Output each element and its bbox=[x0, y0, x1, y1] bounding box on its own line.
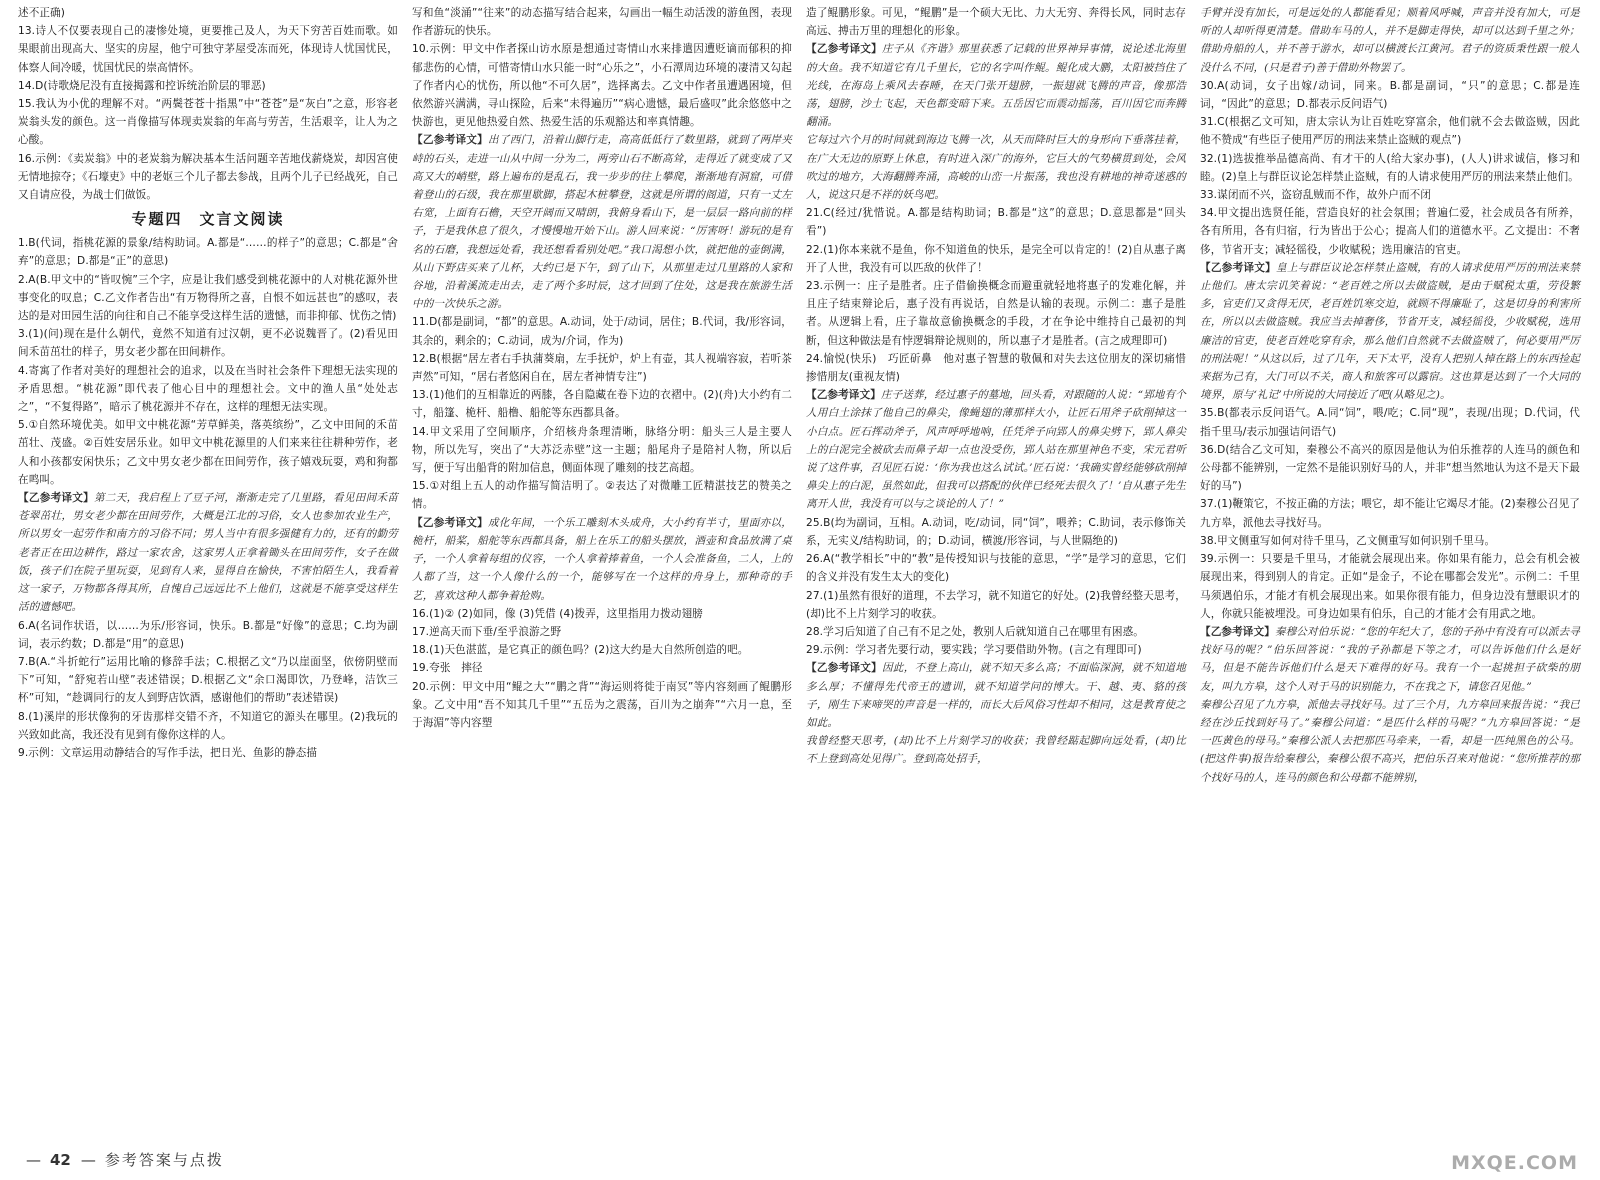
section-title: 专题四 文言文阅读 bbox=[131, 210, 285, 229]
translation-paragraph bbox=[412, 514, 792, 605]
paragraph-text: 24.愉悦(快乐) 巧匠斫鼻 他对惠子智慧的敬佩和对失去这位朋友的深切痛惜 掺惜朋友(重视友情) bbox=[806, 352, 1197, 384]
answer-item bbox=[806, 350, 1197, 386]
page-footer bbox=[26, 1149, 224, 1170]
paragraph-text: 9.示例：文章运用动静结合的写作手法，把日光、鱼影的静态描 bbox=[18, 746, 318, 759]
answer-item bbox=[412, 4, 792, 40]
paragraph-text: 22.(1)你本来就不是鱼，你不知道鱼的快乐，是完全可以肯定的！(2)自从惠子离开了人世，我没有可以匹敌的伙伴了！ bbox=[806, 243, 1186, 274]
answer-item bbox=[806, 587, 1186, 623]
translation-tag: 【乙参考译文】 bbox=[1200, 625, 1275, 638]
paragraph-text: 写和鱼“淡涌”“往来”的动态描写结合起来，勾画出一幅生动活泼的游鱼图，表现作者游玩的快乐。 bbox=[412, 7, 792, 38]
watermark-logo: MXQE.COM bbox=[1451, 1152, 1578, 1174]
paragraph-text: 32.(1)选拔推举品德高尚、有才干的人(给大家办事)，(人人)讲求诚信，修习和睦。(2)皇上与群臣议论怎样禁止盗贼，有的人请求使用严厉的刑法来禁止他们。 bbox=[1200, 152, 1580, 183]
paragraph-text: 我曾经整天思考，(却)比不上片刻学习的收获；我曾经踮起脚向远处看，(却)比不上登到高处见得广。登到高处招手， bbox=[806, 735, 1186, 766]
translation-paragraph bbox=[806, 131, 1186, 204]
paragraph-text: 出了西门，沿着山脚行走，高高低低行了数里路，就到了两岸夹峙的石头，走进一山从中间一分为二，两旁山石不断高耸，走得近了就变成了又高又大的峭壁，路上遍布的是乱石，我一步步的往上攀爬，渐渐地有洞窟，可借着登山的石级，我在那里歇脚，搭起木桩攀登，这就是所谓的阁道，只有一丈左右宽，上面有石檐，天空开阔而又晴朗，我俯身看山下，是一层层一路向前的样子，于是我休息了很久，才慢慢地开始下山。游人回来说：“厉害呀！游玩的是有名的石磨，我想远处看，我还想看看别处吧。”我口渴想小饮，就把他的壶倒满，从山下野店买来了儿杯，大约已是下午，到了山下，从那里走过几里路的人家和谷地，沿着溪流走出去，走了两个多时辰，这才回到了住处，这是我在旅游生活中的一次快乐之游。 bbox=[412, 134, 792, 311]
answer-item bbox=[18, 653, 398, 708]
answer-item bbox=[1200, 495, 1580, 531]
answer-item bbox=[806, 204, 1186, 240]
answer-item bbox=[412, 40, 792, 131]
paragraph-text: 34.甲文提出选贤任能，营造良好的社会氛围；普遍仁爱，社会成员各有所养，各有所用，各有归宿，行为皆出于公心；提高人们的道德水平。乙文提出：不奢侈，节省开支；减轻徭役，少收赋税；选用廉洁的官吏。 bbox=[1200, 207, 1580, 256]
paragraph-text: 28.学习后知道了自己有不足之处，教别人后就知道自己在哪里有困惑。 bbox=[806, 625, 1144, 638]
paragraph-text: 5.①自然环境优美。如甲文中桃花源“芳草鲜美，落英缤纷”，乙文中田间的禾苗茁壮、茂盛。②百姓安居乐业。如甲文中桃花源里的人们来来往往耕种劳作，老人和小孩都安闲快乐；乙文中男女老少都在田间劳作，孩子嬉戏玩耍，鸡和狗都在鸣叫。 bbox=[18, 419, 398, 486]
answer-item bbox=[806, 241, 1186, 277]
translation-paragraph bbox=[806, 386, 1186, 513]
paragraph-text: 2.A(B.甲文中的“皆叹惋”三个字，应是让我们感受到桃花源中的人对桃花源外世事变化的叹息；C.乙文作者告出“有万物得所之喜，自恨不如远甚也”的感叹，表达的是对田园生活的向往和自己不能享受这样生活的遗憾，而非抑郁、忧伤之情) bbox=[18, 273, 398, 323]
translation-tag: 【乙参考译文】 bbox=[806, 389, 881, 402]
paragraph-text: 14.甲文采用了空间顺序，介绍核舟条理清晰，脉络分明：船头三人是主要人物，所以先写，突出了“大苏泛赤壁”这一主题；船尾舟子是陪衬人物，所以后写，便于写出船背的附加信息，侧面体现了雕刻的技艺高超。 bbox=[412, 425, 792, 475]
paragraph-text: 20.示例：甲文中用“鲲之大”“鹏之背”“海运则将徙于南冥”等内容刻画了鲲鹏形象。乙文中用“吾不知其几千里”“五岳为之震荡，百川为之崩奔”“六月一息，至于海湄”等内容塑 bbox=[412, 680, 792, 729]
paragraph-text: 16.示例：《卖炭翁》中的老炭翁为解决基本生活问题辛苦地伐薪烧炭，却因宫使无情地掠夺；《石壕吏》中的老妪三个儿子都去参战，且两个儿子已经战死，自己又自请应役，为战士们做饭。 bbox=[18, 152, 398, 202]
paragraph-text: 13.(1)他们的互相靠近的两膝，各自隐藏在卷下边的衣褶中。(2)(舟)大小约有二寸，船篷、桅杆、船橹、船舵等东西都具备。 bbox=[412, 389, 792, 420]
paragraph-text: 39.示例一：只要是千里马，才能就会展现出来。你如果有能力，总会有机会被展现出来，得到别人的肯定。正如“是金子，不论在哪都会发光”。示例二：千里马须遇伯乐，才能才有机会展现出来。如果你很有能力，但身边没有慧眼识才的人，你就只能被埋没。可身边如果有伯乐，自己的才能才会有用武之地。 bbox=[1200, 553, 1580, 620]
paragraph-text: 它每过六个月的时间就到海边飞腾一次，从天而降时巨大的身形向下垂落挂着，在广大无边的原野上休息，有时进入深广的海外，它巨大的气势横贯到处，会风吹过的地方，大海翻腾奔涌，高峻的山峦一片振荡，我也没有耕地的神奇迷惑的人，说这只是不祥的妖鸟吧。 bbox=[806, 134, 1186, 202]
answer-item bbox=[412, 641, 792, 659]
answer-item bbox=[18, 708, 398, 744]
paragraph-text: 27.(1)虽然有很好的道理，不去学习，就不知道它的好处。(2)我曾经整天思考，(却)比不上片刻学习的收获。 bbox=[806, 589, 1186, 620]
answer-item bbox=[1200, 204, 1580, 259]
answer-item bbox=[412, 605, 792, 623]
answer-item bbox=[806, 550, 1186, 586]
text-columns bbox=[18, 4, 1580, 1136]
translation-tag: 【乙参考译文】 bbox=[412, 516, 489, 529]
translation-paragraph bbox=[412, 131, 792, 313]
footer-label: 参考答案与点拨 bbox=[104, 1151, 224, 1169]
paragraph-text: 14.D(诗歌烧尼没有直接揭露和控诉统治阶层的罪恶) bbox=[18, 79, 266, 92]
paragraph-text: 16.(1)② (2)如同，像 (3)凭借 (4)拨弄，这里指用力拨动翅膀 bbox=[412, 607, 703, 620]
answer-item bbox=[1200, 77, 1580, 113]
paragraph-text: 皇上与群臣议论怎样禁止盗贼，有的人请求使用严厉的刑法来禁止他们。唐太宗讥笑着说：“老百姓之所以去做盗贼，是由于赋税太重，劳役繁多，官吏们又贪得无厌，老百姓饥寒交迫，就顾不得廉耻了，这是切身的利害所在，所以以去做盗贼。我应当去掉奢侈，节省开支，减轻徭役，少收赋税，选用廉洁的官吏，使老百姓吃穿有余，那么他们自然就不去做盗贼了，何必要用严厉的刑法呢！”从这以后，过了几年，天下太平，没有人把别人掉在路上的东西捡起来据为己有，大门可以不关，商人和旅客可以露宿。这也算是达到了一个大同的境界，原与‘礼记’中所说的大同接近了吧(从略见之)。 bbox=[1200, 261, 1580, 402]
answer-item bbox=[1200, 113, 1580, 149]
paragraph-text: 12.B(根据“居左者右手执蒲葵扇，左手抚炉，炉上有壶，其人视端容寂，若听茶声然”可知，“居右者悠闲自在，居左者神情专注”) bbox=[412, 352, 792, 384]
paragraph-text: 10.示例：甲文中作者探山访水原是想通过寄情山水来排遣因遭贬谪而郁积的抑郁悲伤的心情，可惜寄情山水只能一时“心乐之”，小石潭周边环境的凄清又勾起了作者内心的忧伤，所以他“不可久居”，选择离去。乙文中作者虽遭遇困境，但依然游兴满满，寻山探险，后来“未得遍历”“病心遗憾，最后盛叹”此余悠悠中之快游也，更见他热爱自然、热爱生活的乐观豁达和率真情趣。 bbox=[412, 43, 792, 129]
paragraph-text: 庄子从《齐谐》那里获悉了记载的世界神异事情，说论述北海里的大鱼。我不知道它有几千里长，它的名字叫作鲲。鲲化成大鹏，太阳被挡住了光线，在海岛上乘风去春睡，在天门张开翅膀，一振翅就飞腾的声音，像那浩荡，翅膀，沙土飞起，天色都变暗下来。五岳因它而震动摇荡，百川因它而奔腾翻涌。 bbox=[806, 43, 1186, 129]
translation-tag: 【乙参考译文】 bbox=[1200, 261, 1277, 274]
answer-item bbox=[1200, 550, 1580, 623]
translation-paragraph bbox=[806, 40, 1186, 131]
column-4 bbox=[1200, 4, 1580, 1136]
translation-tag: 【乙参考译文】 bbox=[806, 662, 883, 675]
translation-paragraph bbox=[1200, 696, 1580, 787]
paragraph-text: 33.谋闭而不兴，盗窃乱贼而不作，故外户而不闭 bbox=[1200, 189, 1432, 202]
paragraph-text: 36.D(结合乙文可知，秦穆公不高兴的原因是他认为伯乐推荐的人连马的颜色和公母都不能辨别，一定然不是能识别好马的人，并非“想当然地认为这不是天下最好的马”) bbox=[1200, 443, 1580, 493]
paragraph-text: 13.诗人不仅要表现自己的凄惨处境，更要推己及人，为天下穷苦百姓而歌。如果眼前出现高大、坚实的房屋，他宁可独守茅屋受冻而死，体现诗人忧国忧民，体察人间冷暖，忧国忧民的崇高情怀。 bbox=[18, 25, 398, 74]
answer-item bbox=[412, 678, 792, 733]
paragraph-text: 3.(1)(问)现在是什么朝代，竟然不知道有过汉朝，更不必说魏晋了。(2)看见田间禾苗茁壮的样子，男女老少都在田间耕作。 bbox=[18, 328, 398, 359]
answer-item bbox=[18, 95, 398, 150]
answer-item bbox=[412, 659, 792, 677]
paragraph-text: 37.(1)鞭策它，不按正确的方法；喂它，却不能让它竭尽才能。(2)秦穆公召见了九方皋，派他去寻找好马。 bbox=[1200, 498, 1580, 529]
paragraph-text: 秦穆公召见了九方皋，派他去寻找好马。过了三个月，九方皋回来报告说：“我已经在沙丘找到好马了。”秦穆公问道：“是匹什么样的马呢？”九方皋回答说：“是一匹黄色的母马。”秦穆公派人去把那匹马牵来，一看，却是一匹纯黑色的公马。(把这件事)报告给秦穆公，秦穆公很不高兴，把伯乐召来对他说：“您所推荐的那个找好马的人，连马的颜色和公母都不能辨别， bbox=[1200, 698, 1580, 784]
translation-paragraph bbox=[806, 659, 1186, 732]
answer-item bbox=[806, 4, 1186, 40]
paragraph-text: 35.B(都表示反问语气。A.同“饲”，喂/吃；C.同“现”，表现/出现；D.代词，代指千里马/表示加强诘问语气) bbox=[1200, 407, 1580, 438]
answer-item bbox=[18, 617, 398, 653]
paragraph-text: 成化年间，一个乐工雕刻木头成舟，大小约有半寸，里面亦以，桅杆，船桨，船舵等东西都具备，船上在乐工的船头摆放，酒壶和食品放满了桌子，一个人拿着每组的仪容，一个人拿着捧着鱼，一个人会准备鱼，二人，上的人都了当，这一个人像什么的一个，能够写在一个这样的舟身上，那种奇的手艺，喜欢这种人都争着抢购。 bbox=[412, 516, 792, 602]
answer-item bbox=[18, 22, 398, 77]
answer-item bbox=[1200, 150, 1580, 186]
answer-item bbox=[806, 641, 1186, 659]
paragraph-text: 第二天，我启程上了豆子河，渐渐走完了几里路，看见田间禾苗苍翠茁壮，男女老少都在田间劳作，大概是江北的习俗，女人也参加农业生产，所以男女一起劳作和南方的习俗不同；男人当中有很多强健有力的，还有的勤劳老者正在田边耕作，路过一家农舍，这家男人正拿着锄头在田间劳作，女子在做饭，孩子们在院子里玩耍，见到有人来，显得自在愉快，不害怕陌生人，我看着这一家子，万物都各得其所，自愧自己远远比不上他们，这就是不能享受这样生活的遗憾吧。 bbox=[18, 492, 398, 614]
paragraph-text: 21.C(经过/犹惜说。A.都是结构助词；B.都是“这”的意思；D.意思都是“回头看”) bbox=[806, 207, 1186, 238]
answer-item bbox=[18, 150, 398, 205]
column-2 bbox=[412, 4, 792, 1136]
translation-paragraph bbox=[806, 732, 1186, 768]
paragraph-text: 38.甲文侧重写如何对待千里马，乙文侧重写如何识别千里马。 bbox=[1200, 534, 1496, 547]
answer-item bbox=[1200, 441, 1580, 496]
translation-tag: 【乙参考译文】 bbox=[806, 43, 883, 56]
paragraph-text: 23.示例一：庄子是胜者。庄子借偷换概念而避重就轻地将惠子的发难化解，并且庄子结束辩论后，惠子没有再说话，自然是认输的表现。示例二：惠子是胜者。从逻辑上看，庄子靠故意偷换概念的手段，才在争论中维持自己最初的判断，但这种做法是有悖逻辑辩论规则的，所以惠子才是胜者。(言之成理即可) bbox=[806, 280, 1186, 347]
paragraph-text: 7.B(A.“斗折蛇行”运用比喻的修辞手法；C.根据乙文“乃以崖面坚，依傍阴壁而下”可知，“舒宛若山壁”表述错误；D.根据乙文“余口渴即饮，乃登峰，洁饮三杯”可知，“趁调同行的友人到野店饮酒，感谢他们的帮助”表述错误) bbox=[18, 655, 398, 705]
column-3 bbox=[806, 4, 1197, 1136]
answer-item bbox=[412, 623, 792, 641]
answer-item bbox=[412, 386, 792, 422]
answer-item bbox=[1200, 532, 1580, 550]
paragraph-text: 8.(1)溪岸的形状像狗的牙齿那样交错不齐，不知道它的源头在哪里。(2)我玩的兴致如此高，我还没有见到有像你这样的人。 bbox=[18, 710, 398, 741]
paragraph-text: 26.A(“教学相长”中的“教”是传授知识与技能的意思，“学”是学习的意思，它们的含义并没有发生太大的变化) bbox=[806, 553, 1186, 584]
paragraph-text: 15.①对组上五人的动作描写简洁明了。②表达了对微雕工匠精湛技艺的赞美之情。 bbox=[412, 480, 792, 511]
paragraph-text: 17.逆高天而下垂/至乎浪游之野 bbox=[412, 625, 562, 638]
answer-item bbox=[412, 350, 792, 386]
paragraph-text: 造了鲲鹏形象。可见，“鲲鹏”是一个硕大无比、力大无穷、奔得长风，同时志存高远、搏击万里的理想化的形象。 bbox=[806, 7, 1186, 38]
paragraph-text: 庄子送葬，经过惠子的墓地，回头看，对跟随的人说：“郢地有个人用白土涂抹了他自己的鼻尖，像蝇翅的薄那样大小，让匠石用斧子砍削掉这一小白点。匠石挥动斧子，风声呼呼地响，任凭斧子向郢人的鼻尖劈下，郢人鼻尖上的白泥完全被砍去而鼻子却一点也没受伤，郢人站在那里神色不变，宋元君听说了这件事，召见匠石说：‘你为我也这么试试。’匠石说：‘我确实曾经能够砍削掉鼻尖上的白泥，虽然如此，但我可以搭配的伙伴已经死去很久了！’自从惠子先生离开人世，我没有可以与之谈论的人了！” bbox=[806, 389, 1186, 511]
translation-paragraph bbox=[1200, 623, 1580, 696]
translation-paragraph bbox=[1200, 4, 1580, 77]
translation-paragraph bbox=[1200, 259, 1580, 405]
translation-paragraph bbox=[18, 489, 398, 616]
paragraph-text: 30.A(动词，女子出嫁/动词，同来。B.都是副词，“只”的意思；C.都是连词，“因此”的意思；D.都表示反问语气) bbox=[1200, 79, 1580, 111]
paragraph-text: 18.(1)天色湛蓝，是它真正的颜色吗？(2)这大约是大自然所创造的吧。 bbox=[412, 644, 749, 657]
paragraph-text: 因此，不登上高山，就不知天多么高；不面临深涧，就不知道地多么厚；不懂得先代帝王的遗训，就不知道学问的博大。干、越、夷、貉的孩子，刚生下来啼哭的声音是一样的，而长大后风俗习性却不相同，这是教育使之如此。 bbox=[806, 662, 1186, 729]
answer-item bbox=[18, 362, 398, 417]
answer-item bbox=[18, 4, 398, 22]
answer-item bbox=[18, 416, 398, 489]
answer-item bbox=[18, 271, 398, 326]
answer-item bbox=[806, 623, 1186, 641]
translation-tag: 【乙参考译文】 bbox=[18, 492, 95, 505]
paragraph-text: 29.示例：学习者先要行动，要实践；学习要借助外物。(言之有理即可) bbox=[806, 644, 1142, 657]
paragraph-text: 6.A(名词作状语，以……为乐/形容词，快乐。B.都是“好像”的意思；C.均为副词，表示约数；D.都是“用”的意思) bbox=[18, 619, 398, 650]
paragraph-text: 25.B(均为副词，互相。A.动词，吃/动词，同“饲”，喂养；C.助词，表示修饰关系，无实义/结构助词，的；D.动词，横渡/形容词，与人世隔绝的) bbox=[806, 516, 1186, 547]
answer-item bbox=[18, 77, 398, 95]
paragraph-text: 手臂并没有加长，可是远处的人都能看见；顺着风呼喊，声音并没有加大，可是听的人却听得更清楚。借助车马的人，并不是脚走得快，却可以达到千里之外；借助舟船的人，并不善于游水，却可以横渡长江黄河。君子的资质秉性跟一般人没什么不同，(只是君子)善于借助外物罢了。 bbox=[1200, 7, 1580, 74]
paragraph-text: 19.夸张 摔径 bbox=[412, 662, 483, 675]
paragraph-text: 15.我认为小优的理解不对。“两鬓苍苍十指黑”中“苍苍”是“灰白”之意，形容老炭翁头发的颜色。这一肖像描写体现卖炭翁的年高与劳苦，生活艰辛，让人为之心酸。 bbox=[18, 98, 398, 147]
column-1 bbox=[18, 4, 398, 1136]
answer-item bbox=[412, 423, 792, 478]
answer-item bbox=[18, 234, 398, 270]
answer-item bbox=[1200, 186, 1580, 204]
paragraph-text: 31.C(根据乙文可知，唐太宗认为让百姓吃穿富余，他们就不会去做盗贼，因此他不赞成“有些臣子使用严厉的刑法来禁止盗贼的观点”) bbox=[1200, 116, 1580, 147]
answer-item bbox=[18, 325, 398, 361]
paragraph-text: 秦穆公对伯乐说：“您的年纪大了，您的子孙中有没有可以派去寻找好马的呢？”伯乐回答说：“我的子孙都是下等之才，可以告诉他们什么是好马，但是不能告诉他们什么是天下难得的好马。我有一个一起挑担子砍柴的朋友，叫九方皋，这个人对于马的识别能力，不在我之下，请您召见他。” bbox=[1200, 625, 1580, 693]
answer-item bbox=[806, 514, 1186, 550]
paragraph-text: 4.寄寓了作者对美好的理想社会的追求，以及在当时社会条件下理想无法实现的矛盾思想。“桃花源”即代表了他心目中的理想社会。文中的渔人虽“处处志之”，“不复得路”，暗示了桃花源并不存在，这样的理想无法实现。 bbox=[18, 364, 398, 414]
answer-item bbox=[412, 477, 792, 513]
answer-item bbox=[806, 277, 1186, 350]
answer-item bbox=[18, 744, 398, 762]
paragraph-text: 1.B(代词，指桃花源的景象/结构助词。A.都是“……的样子”的意思；C.都是“舍弃”的意思；D.都是“正”的意思) bbox=[18, 237, 398, 268]
footer-dash-right: — bbox=[80, 1150, 95, 1169]
answer-item bbox=[1200, 404, 1580, 440]
footer-dash-left: — bbox=[26, 1150, 40, 1169]
translation-tag: 【乙参考译文】 bbox=[412, 134, 489, 147]
paragraph-text: 11.D(都是副词，“都”的意思。A.动词，处于/动词，居住；B.代词，我/形容词，其余的，剩余的；C.动词，成为/介词，作为) bbox=[412, 316, 792, 347]
paragraph-text: 述不正确) bbox=[18, 7, 66, 19]
answer-item bbox=[412, 313, 792, 349]
page-number: 42 bbox=[50, 1150, 71, 1169]
